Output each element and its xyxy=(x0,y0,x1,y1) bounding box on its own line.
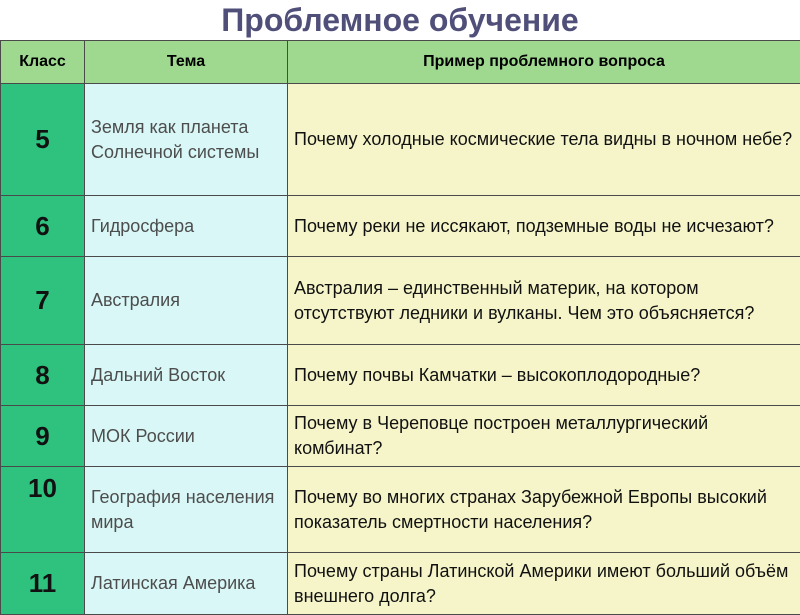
grade-cell: 11 xyxy=(1,553,85,615)
grade-cell: 6 xyxy=(1,196,85,257)
table-header-row xyxy=(1,41,800,84)
topic-cell: МОК России xyxy=(85,406,288,467)
table-row xyxy=(1,84,800,196)
table-row xyxy=(1,553,800,615)
table-row xyxy=(1,196,800,257)
grade-cell: 5 xyxy=(1,84,85,196)
question-cell: Австралия – единственный материк, на котором отсутствуют ледники и вулканы. Чем это объясняется? xyxy=(288,257,800,345)
problem-learning-table xyxy=(0,40,800,615)
header-topic: Тема xyxy=(85,41,288,84)
grade-cell: 10 xyxy=(1,467,85,553)
header-grade: Класс xyxy=(1,41,85,84)
table-row xyxy=(1,406,800,467)
table-row xyxy=(1,345,800,406)
question-cell: Почему страны Латинской Америки имеют больший объём внешнего долга? xyxy=(288,553,800,615)
page-title: Проблемное обучение xyxy=(0,0,800,40)
header-question: Пример проблемного вопроса xyxy=(288,41,800,84)
grade-cell: 8 xyxy=(1,345,85,406)
topic-cell: Дальний Восток xyxy=(85,345,288,406)
question-cell: Почему реки не иссякают, подземные воды не исчезают? xyxy=(288,196,800,257)
topic-cell: Австралия xyxy=(85,257,288,345)
question-cell: Почему во многих странах Зарубежной Европы высокий показатель смертности населения? xyxy=(288,467,800,553)
table-row xyxy=(1,257,800,345)
topic-cell: Латинская Америка xyxy=(85,553,288,615)
question-cell: Почему в Череповце построен металлургический комбинат? xyxy=(288,406,800,467)
topic-cell: Гидросфера xyxy=(85,196,288,257)
topic-cell: География населения мира xyxy=(85,467,288,553)
grade-cell: 9 xyxy=(1,406,85,467)
question-cell: Почему почвы Камчатки – высокоплодородные? xyxy=(288,345,800,406)
question-cell: Почему холодные космические тела видны в ночном небе? xyxy=(288,84,800,196)
grade-cell: 7 xyxy=(1,257,85,345)
table-row xyxy=(1,467,800,553)
topic-cell: Земля как планета Солнечной системы xyxy=(85,84,288,196)
